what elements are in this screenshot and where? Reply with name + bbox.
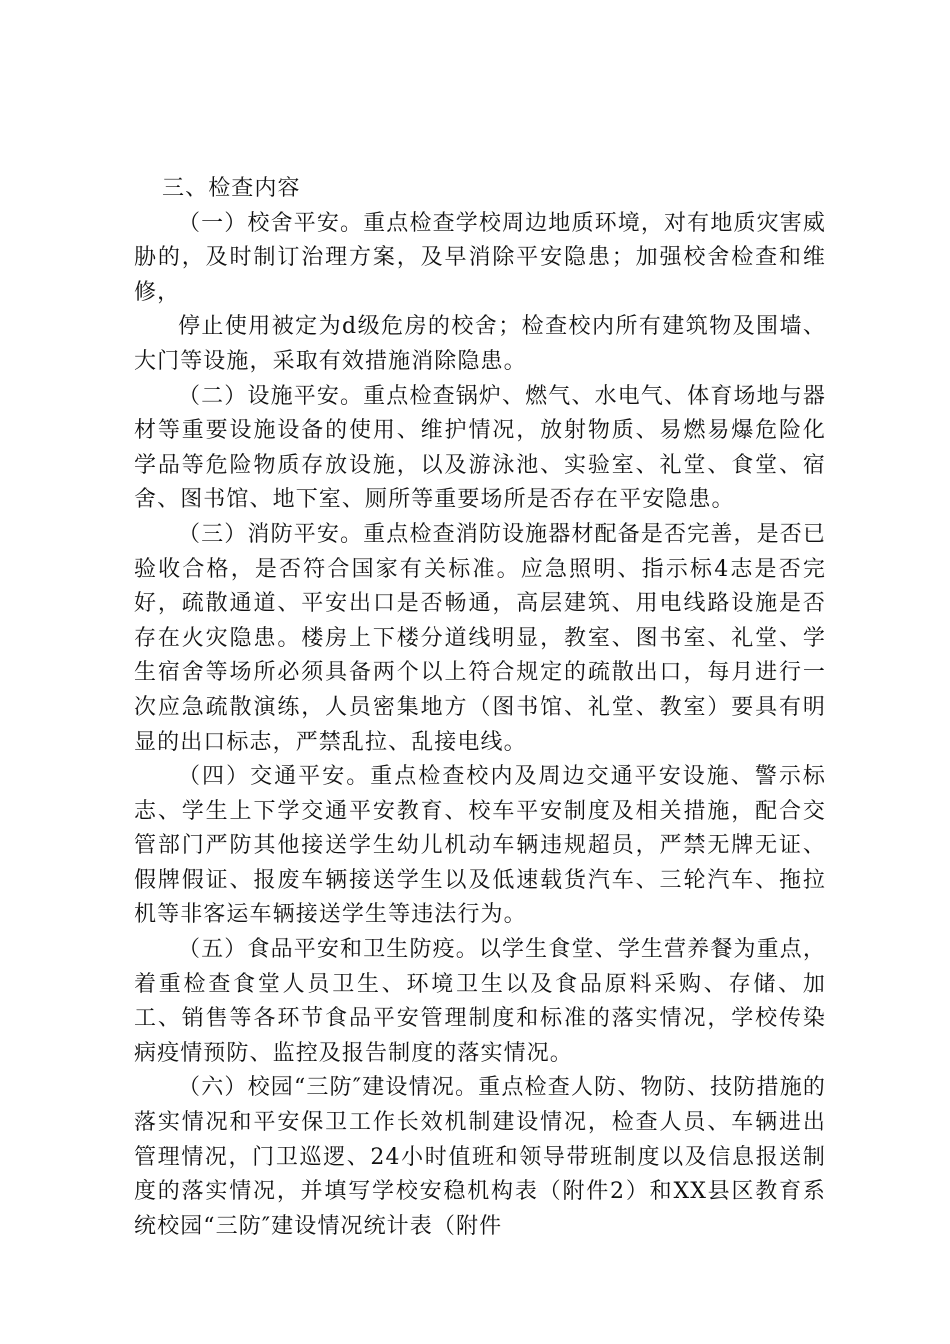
paragraph-facilities: （二）设施平安。重点检查锅炉、燃气、水电气、体育场地与器材等重要设施设备的使用、维护情况，放射物质、易燃易爆危险化学品等危险物质存放设施，以及游泳池、实验室、礼堂、食堂、宿舍、图书馆、地下室、厕所等重要场所是否存在平安隐患。: [134, 383, 826, 513]
document-page: [134, 172, 826, 1244]
paragraph-three-defense: （六）校园“三防″建设情况。重点检查人防、物防、技防措施的落实情况和平安保卫工作长效机制建设情况，检查人员、车辆进出管理情况，门卫巡逻、24小时值班和领导带班制度以及信息报送制度的落实情况，并填写学校安稳机构表（附件2）和XX县区教育系统校园“三防″建设情况统计表（附件: [134, 1075, 826, 1239]
paragraph-fire-safety: （三）消防平安。重点检查消防设施器材配备是否完善，是否已验收合格，是否符合国家有关标准。应急照明、指示标4志是否完好，疏散通道、平安出口是否畅通，高层建筑、用电线路设施是否存在火灾隐患。楼房上下楼分道线明显，教室、图书室、礼堂、学生宿舍等场所必须具备两个以上符合规定的疏散出口，每月进行一次应急疏散演练，人员密集地方（图书馆、礼堂、教室）要具有明显的出口标志，严禁乱拉、乱接电线。: [134, 521, 826, 755]
section-heading: 三、检查内容: [162, 176, 301, 201]
paragraph-food-safety: （五）食品平安和卫生防疫。以学生食堂、学生营养餐为重点，着重检查食堂人员卫生、环境卫生以及食品原料采购、存储、加工、销售等各环节食品平安管理制度和标准的落实情况，学校传染病疫情预防、监控及报告制度的落实情况。: [134, 937, 826, 1066]
paragraph-school-buildings: （一）校舍平安。重点检查学校周边地质环境，对有地质灾害威胁的，及时制订治理方案，及早消除平安隐患；加强校舍检查和维修，: [134, 210, 826, 305]
paragraph-traffic-safety: （四）交通平安。重点检查校内及周边交通平安设施、警示标志、学生上下学交通平安教育、校车平安制度及相关措施，配合交管部门严防其他接送学生幼儿机动车辆违规超员，严禁无牌无证、假牌假证、报废车辆接送学生以及低速载货汽车、三轮汽车、拖拉机等非客运车辆接送学生等违法行为。: [134, 764, 826, 928]
paragraph-school-buildings-cont: 停止使用被定为d级危房的校舍；检查校内所有建筑物及围墙、大门等设施，采取有效措施消除隐患。: [134, 314, 826, 374]
